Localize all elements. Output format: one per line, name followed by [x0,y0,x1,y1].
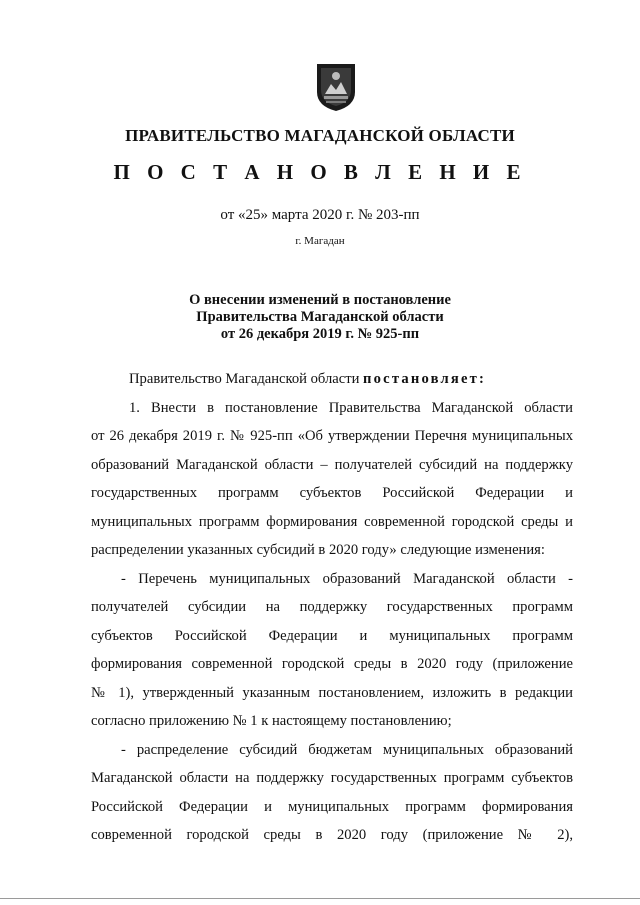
body-line: образований Магаданской области – получателей субсидий на поддержку [91,456,573,473]
document-date-number: от «25» марта 2020 г. № 203-пп [220,207,420,223]
coat-of-arms-icon [315,62,357,112]
subject-line: Правительства Магаданской области [196,309,444,325]
body-line: субъектов Российской Федерации и муниципальных программ [91,627,573,644]
body-line: получателей субсидии на поддержку государственных программ [91,599,573,615]
body-line: современной городской среды в 2020 году (приложение № 2), [91,827,573,843]
intro-spaced-word: постановляет [363,371,480,387]
document-body [91,365,573,850]
body-line: государственных программ субъектов Российской Федерации и [91,485,573,501]
intro-paragraph [91,365,573,394]
body-line: - распределение субсидий бюджетам муниципальных образований [121,741,573,758]
intro-colon: : [479,371,487,387]
body-line: № 1), утвержденный указанным постановлением, изложить в редакции [91,684,573,701]
document-subject [0,292,640,343]
document-city: г. Магадан [295,235,345,247]
body-line: - Перечень муниципальных образований Магаданской области - [121,570,573,587]
body-line: 1. Внести в постановление Правительства Магаданской области [129,399,573,416]
government-name: ПРАВИТЕЛЬСТВО МАГАДАНСКОЙ ОБЛАСТИ [125,126,515,145]
body-line: формирования современной городской среды в 2020 году (приложение [91,656,573,672]
body-line: согласно приложению № 1 к настоящему постановлению; [91,713,452,729]
document-type: П О С Т А Н О В Л Е Н И Е [113,160,527,184]
subject-line: О внесении изменений в постановление [189,292,451,308]
body-line: Магаданской области на поддержку государственных программ субъектов [91,770,573,786]
body-line: от 26 декабря 2019 г. № 925-пп «Об утверждении Перечня муниципальных [91,428,573,444]
subject-line: от 26 декабря 2019 г. № 925-пп [220,326,420,342]
body-line: Российской Федерации и муниципальных программ формирования [91,798,573,815]
intro-text: Правительство Магаданской области [129,371,364,387]
body-line: распределении указанных субсидий в 2020 году» следующие изменения: [91,542,545,558]
page-bottom-rule [0,898,640,899]
body-line: муниципальных программ формирования современной городской среды и [91,513,573,530]
